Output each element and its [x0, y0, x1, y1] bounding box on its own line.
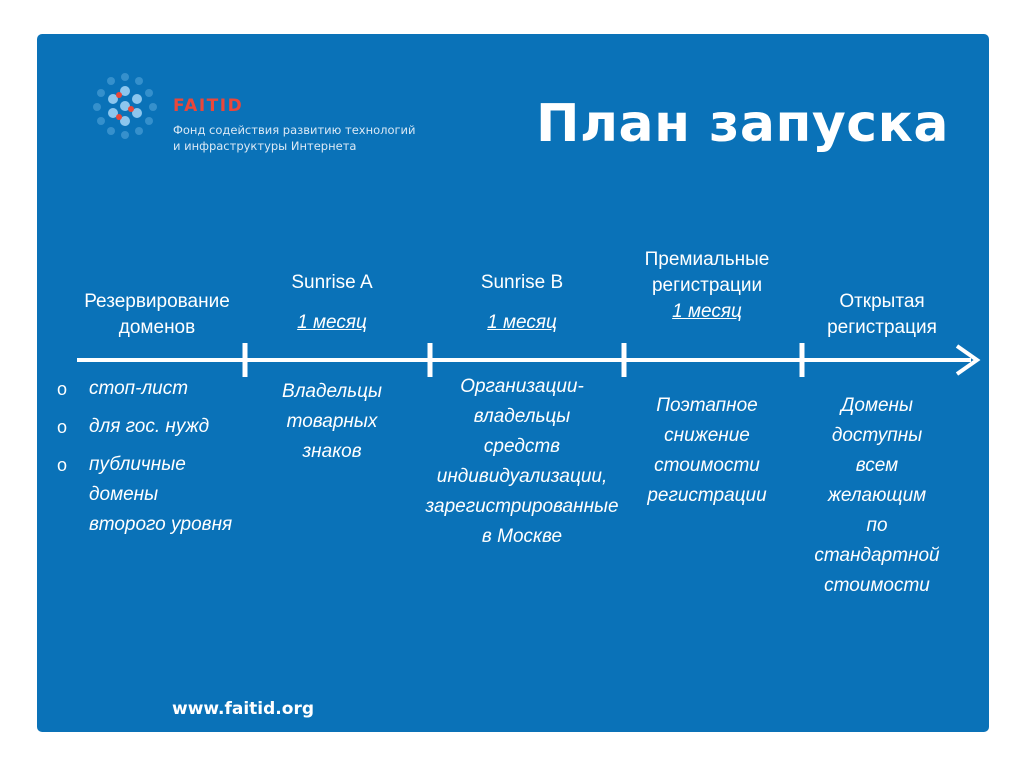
stage-open	[802, 289, 962, 341]
logo-tagline-line: Фонд содействия развитию технологий	[173, 123, 416, 137]
slide	[37, 34, 989, 732]
stage-duration: 1 месяц	[487, 312, 557, 333]
logo-name: FAITID	[173, 96, 244, 116]
stage-description-line: Владельцы	[282, 381, 382, 402]
bullet-circle-icon: o	[57, 455, 68, 475]
stage-premium-description	[617, 391, 797, 511]
stage-duration: 1 месяц	[297, 312, 367, 333]
page-title: План запуска	[535, 94, 949, 154]
stage-description-line: в Москве	[481, 526, 563, 547]
stage-heading-line: регистрация	[827, 317, 937, 338]
stage-description-line: снижение	[664, 425, 750, 446]
stage-duration: 1 месяц	[672, 301, 742, 322]
stage-description-line: Организации-	[460, 376, 584, 397]
stage-description-line: средств	[483, 436, 561, 457]
stage-description-line: знаков	[302, 441, 362, 462]
stage-heading-line: Открытая	[839, 291, 925, 312]
stage-description-line: доступны	[831, 425, 923, 446]
stage-description-line: Поэтапное	[656, 395, 758, 416]
stage-reservation-heading	[57, 289, 257, 341]
footer-url: www.faitid.org	[172, 699, 314, 719]
stage-heading-line: доменов	[118, 317, 196, 338]
stage-description-line: Домены	[841, 395, 913, 416]
stage-heading: Sunrise B	[480, 272, 564, 293]
stage-description-line: по	[866, 515, 888, 536]
list-item-text: для гос. нужд	[89, 416, 210, 437]
stage-description-line: стандартной	[814, 545, 940, 566]
stage-description-line: желающим	[827, 485, 927, 506]
list-item-text: второго уровня	[89, 514, 233, 535]
stage-sunrise-b	[442, 270, 602, 336]
logo-tagline-line: и инфраструктуры Интернета	[173, 139, 357, 153]
stage-description-line: стоимости	[654, 455, 760, 476]
stage-description-line: стоимости	[824, 575, 930, 596]
list-item-text: домены	[89, 484, 159, 505]
stage-description-line: владельцы	[473, 406, 571, 427]
stage-description-line: индивидуализации,	[436, 466, 608, 487]
stage-sunrise-a	[252, 270, 412, 336]
stage-description-line: товарных	[286, 411, 378, 432]
stage-heading-line: Премиальные	[644, 249, 770, 270]
stage-premium	[617, 247, 797, 325]
bullet-circle-icon: o	[57, 379, 68, 399]
list-item-text: публичные	[89, 454, 186, 475]
stage-description-line: зарегистрированные	[425, 496, 619, 517]
bullet-circle-icon: o	[57, 417, 68, 437]
stage-heading-line: регистрации	[651, 275, 763, 296]
stage-heading-line: Резервирование	[84, 291, 230, 312]
list-item-text: стоп-лист	[89, 378, 189, 399]
stage-open-description	[787, 391, 967, 601]
stage-description-line: всем	[855, 455, 899, 476]
stage-heading: Sunrise A	[291, 272, 373, 293]
stage-description-line: регистрации	[647, 485, 767, 506]
